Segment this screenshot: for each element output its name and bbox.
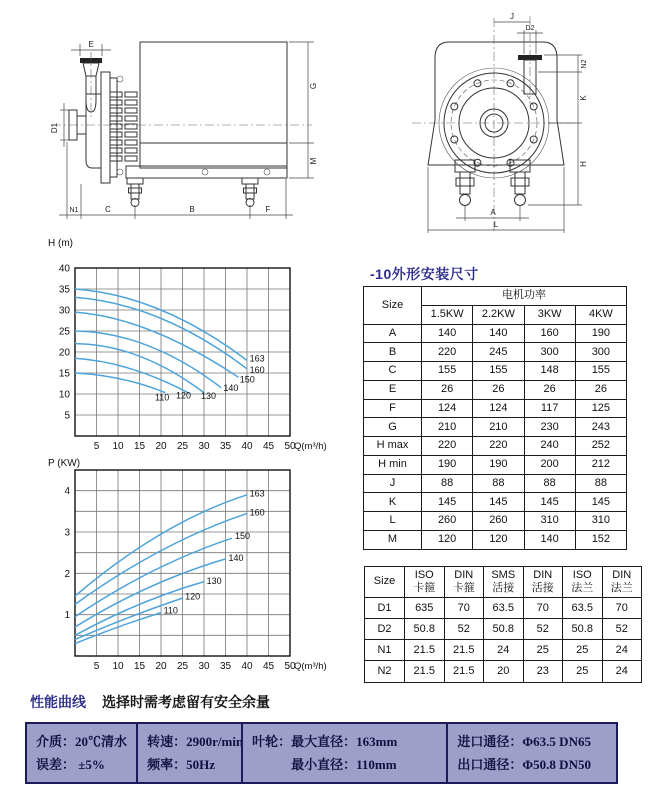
dim-table-row (364, 512, 627, 531)
dim-table-power-col: 2.2KW (473, 305, 524, 324)
x-tick: 10 (112, 441, 124, 452)
conn-table-row (365, 619, 642, 640)
dim-size-cell: B (364, 343, 422, 362)
dim-table-row (364, 437, 627, 456)
dim-value-cell: 26 (524, 380, 575, 399)
x-tick: 35 (219, 661, 232, 672)
y-tick: 40 (58, 263, 70, 275)
x-tick: 25 (176, 441, 189, 452)
conn-value-cell: 70 (444, 597, 484, 618)
dim-table-power-header: 电机功率 (422, 287, 627, 306)
dim-label-n2: N2 (581, 59, 588, 69)
dim-label-d2: D2 (525, 25, 535, 32)
dim-value-cell: 190 (473, 455, 524, 474)
dim-value-cell: 220 (422, 437, 473, 456)
dim-value-cell: 140 (422, 324, 473, 343)
y-tick: 10 (58, 389, 70, 401)
y-tick: 5 (64, 410, 70, 422)
note-line: 频率：50Hz (147, 756, 216, 772)
conn-value-cell: 21.5 (444, 661, 484, 682)
conn-table-body (365, 597, 642, 682)
conn-table-header-cell: DIN 活接 (523, 567, 563, 598)
dim-size-cell: E (364, 380, 422, 399)
power-flow-chart (28, 455, 340, 681)
y-tick: 4 (64, 486, 70, 498)
x-axis-unit-label: Q(m³/h) (294, 661, 327, 672)
conn-table-row (365, 661, 642, 682)
x-tick: 40 (241, 661, 253, 672)
dim-table-row (364, 343, 627, 362)
dim-value-cell: 125 (575, 399, 626, 418)
dim-table-power-col: 3KW (524, 305, 575, 324)
dim-label-l: L (493, 220, 499, 229)
dim-value-cell: 155 (473, 362, 524, 381)
conn-table-header (365, 567, 642, 598)
dim-label-f: F (265, 205, 271, 214)
dim-value-cell: 220 (422, 343, 473, 362)
curve-label-140: 140 (223, 383, 239, 394)
dim-table-power-col: 4KW (575, 305, 626, 324)
dim-value-cell: 155 (422, 362, 473, 381)
dim-table-row (364, 474, 627, 493)
note-cell (446, 724, 616, 782)
curve-label-120: 120 (185, 591, 201, 602)
dim-value-cell: 200 (524, 455, 575, 474)
dim-value-cell: 120 (422, 530, 473, 549)
performance-caption (30, 692, 270, 712)
note-line: 叶轮：最大直径：163mm (252, 734, 398, 749)
dim-size-cell: F (364, 399, 422, 418)
dim-table-body (364, 324, 627, 549)
x-tick: 5 (93, 441, 100, 452)
dim-label-h: H (579, 161, 588, 167)
conn-value-cell: 70 (602, 597, 642, 618)
conn-value-cell: 23 (523, 661, 563, 682)
curve-label-140: 140 (228, 553, 244, 564)
x-tick: 30 (198, 441, 210, 452)
pump-casing (86, 94, 101, 168)
dim-value-cell: 310 (575, 512, 626, 531)
curve-label-163: 163 (249, 353, 265, 364)
note-line: 转速：2900r/min (147, 734, 244, 749)
note-cell (136, 724, 244, 782)
dim-value-cell: 145 (473, 493, 524, 512)
dim-value-cell: 260 (422, 512, 473, 531)
conn-table-header-cell: ISO 卡箍 (405, 567, 445, 598)
x-tick: 20 (155, 441, 167, 452)
conn-value-cell: 52 (602, 619, 642, 640)
curve-label-130: 130 (206, 575, 222, 586)
dim-value-cell: 88 (524, 474, 575, 493)
y-tick: 1 (64, 610, 70, 622)
y-tick: 35 (58, 284, 70, 296)
x-tick: 35 (219, 441, 232, 452)
x-tick: 20 (155, 661, 167, 672)
curve-label-110: 110 (163, 605, 178, 616)
dim-value-cell: 210 (422, 418, 473, 437)
dim-label-c: C (105, 205, 111, 214)
dim-table-row (364, 324, 627, 343)
curve-140 (75, 559, 226, 627)
dim-value-cell: 88 (473, 474, 524, 493)
dim-value-cell: 120 (473, 530, 524, 549)
conn-table-header-cell: DIN 卡箍 (444, 567, 484, 598)
conn-table-header-cell: DIN 法兰 (602, 567, 642, 598)
outlet-ferrule (518, 55, 542, 60)
note-line: 误差： ±5% (36, 756, 105, 772)
curve-label-130: 130 (200, 391, 217, 402)
dim-value-cell: 160 (524, 324, 575, 343)
dim-value-cell: 240 (524, 437, 575, 456)
dim-value-cell: 210 (473, 418, 524, 437)
conn-value-cell: 21.5 (405, 661, 445, 682)
dim-value-cell: 260 (473, 512, 524, 531)
foot-front (127, 178, 143, 207)
x-axis-unit-label: Q(m³/h) (294, 441, 327, 452)
dim-label-a: A (490, 208, 496, 217)
dim-value-cell: 124 (422, 399, 473, 418)
dim-size-cell: J (364, 474, 422, 493)
performance-title: 性能曲线 (30, 696, 86, 711)
dim-value-cell: 145 (524, 493, 575, 512)
y-tick: 15 (58, 368, 70, 380)
foot-rear (242, 178, 258, 207)
dim-value-cell: 117 (524, 399, 575, 418)
conn-size-cell: N1 (365, 640, 405, 661)
dim-label-e: E (88, 40, 94, 49)
dim-value-cell: 155 (575, 362, 626, 381)
conn-value-cell: 63.5 (563, 597, 603, 618)
dim-label-j: J (510, 12, 514, 21)
y-tick: 25 (58, 326, 70, 338)
dim-value-cell: 190 (422, 455, 473, 474)
conn-value-cell: 70 (523, 597, 563, 618)
curve-label-160: 160 (249, 365, 265, 376)
dim-value-cell: 88 (422, 474, 473, 493)
dimension-section-title: -10外形安装尺寸 (370, 266, 479, 282)
dim-value-cell: 243 (575, 418, 626, 437)
curve-120 (75, 598, 183, 639)
dim-value-cell: 26 (473, 380, 524, 399)
dim-value-cell: 124 (473, 399, 524, 418)
dim-size-cell: L (364, 512, 422, 531)
axis-title: H (m) (48, 238, 73, 249)
dim-size-cell: K (364, 493, 422, 512)
conn-value-cell: 635 (405, 597, 445, 618)
dim-table-size-header: Size (364, 287, 422, 325)
conn-value-cell: 24 (602, 661, 642, 682)
note-line: 介质：20℃清水 (36, 734, 128, 749)
dim-table-row (364, 418, 627, 437)
dim-label-m: M (309, 157, 318, 165)
dim-value-cell: 88 (575, 474, 626, 493)
conn-value-cell: 50.8 (405, 619, 445, 640)
x-tick: 15 (133, 661, 146, 672)
x-tick: 50 (284, 661, 296, 672)
conn-table-row (365, 640, 642, 661)
dim-value-cell: 140 (524, 530, 575, 549)
dim-size-cell: M (364, 530, 422, 549)
x-tick: 5 (93, 661, 100, 672)
dim-value-cell: 230 (524, 418, 575, 437)
dim-value-cell: 148 (524, 362, 575, 381)
performance-subtitle: 选择时需考虑留有安全余量 (102, 696, 270, 711)
dim-label-b: B (189, 205, 195, 214)
dim-table-power-col: 1.5KW (422, 305, 473, 324)
conn-value-cell: 20 (484, 661, 524, 682)
conn-value-cell: 25 (563, 661, 603, 682)
curve-label-110: 110 (154, 392, 170, 403)
note-line: 出口通径：Φ50.8 DN50 (457, 756, 591, 772)
dim-value-cell: 140 (473, 324, 524, 343)
dim-value-cell: 252 (575, 437, 626, 456)
x-tick: 50 (284, 441, 296, 452)
dim-value-cell: 245 (473, 343, 524, 362)
operating-conditions-box (25, 722, 618, 784)
pump-side-view-drawing (14, 8, 326, 233)
conn-size-cell: D2 (365, 619, 405, 640)
conn-table-header-cell: ISO 法兰 (563, 567, 603, 598)
conn-value-cell: 63.5 (484, 597, 524, 618)
conn-table-header-cell: SMS 活接 (484, 567, 524, 598)
x-tick: 15 (133, 441, 146, 452)
curve-label-150: 150 (239, 374, 255, 385)
head-flow-chart (28, 232, 340, 456)
x-tick: 45 (262, 441, 275, 452)
pump-front-view-drawing (398, 2, 648, 242)
dim-table-row (364, 399, 627, 418)
note-cell (27, 724, 136, 782)
curve-label-163: 163 (249, 488, 265, 499)
conn-value-cell: 50.8 (563, 619, 603, 640)
dim-value-cell: 310 (524, 512, 575, 531)
dim-size-cell: A (364, 324, 422, 343)
dim-value-cell: 152 (575, 530, 626, 549)
motor-fins (110, 92, 137, 161)
note-line: 最小直径：110mm (291, 756, 397, 772)
dim-label-g: G (309, 82, 318, 90)
x-tick: 25 (176, 661, 189, 672)
conn-value-cell: 52 (444, 619, 484, 640)
dim-value-cell: 190 (575, 324, 626, 343)
dim-size-cell: H min (364, 455, 422, 474)
conn-size-cell: N2 (365, 661, 405, 682)
conn-value-cell: 24 (484, 640, 524, 661)
dim-table-row (364, 493, 627, 512)
dim-size-cell: H max (364, 437, 422, 456)
conn-value-cell: 21.5 (405, 640, 445, 661)
foot-left (455, 160, 475, 206)
connection-dimension-table (364, 566, 642, 683)
dim-value-cell: 145 (575, 493, 626, 512)
dim-value-cell: 26 (422, 380, 473, 399)
conn-value-cell: 52 (523, 619, 563, 640)
dim-table-row (364, 362, 627, 381)
dim-value-cell: 300 (575, 343, 626, 362)
dim-table-row (364, 380, 627, 399)
dim-table-row (364, 455, 627, 474)
axis-title: P (KW) (48, 458, 81, 469)
y-tick: 20 (58, 347, 70, 359)
conn-value-cell: 25 (523, 640, 563, 661)
installation-dimension-table (363, 286, 627, 550)
x-tick: 30 (198, 661, 210, 672)
x-tick: 40 (241, 441, 253, 452)
dim-table-row (364, 530, 627, 549)
dim-size-cell: C (364, 362, 422, 381)
conn-table-row (365, 597, 642, 618)
motor-body (140, 42, 287, 168)
curve-label-150: 150 (234, 531, 250, 542)
y-tick: 2 (64, 568, 70, 580)
y-tick: 30 (58, 305, 70, 317)
x-tick: 45 (262, 661, 275, 672)
curve-150 (75, 312, 238, 377)
conn-size-cell: D1 (365, 597, 405, 618)
dim-value-cell: 26 (575, 380, 626, 399)
curve-label-120: 120 (176, 390, 192, 401)
note-cell (241, 724, 446, 782)
conn-value-cell: 24 (602, 640, 642, 661)
conn-table-header-cell: Size (365, 567, 405, 598)
conn-value-cell: 25 (563, 640, 603, 661)
dim-label-k: K (579, 95, 588, 101)
conn-value-cell: 21.5 (444, 640, 484, 661)
curve-120 (75, 358, 189, 393)
dim-label-n1: N1 (69, 207, 79, 214)
x-tick: 10 (112, 661, 124, 672)
dim-value-cell: 220 (473, 437, 524, 456)
note-line: 进口通径：Φ63.5 DN65 (457, 734, 591, 749)
dim-value-cell: 145 (422, 493, 473, 512)
dim-value-cell: 300 (524, 343, 575, 362)
curve-label-160: 160 (249, 507, 265, 518)
dim-size-cell: G (364, 418, 422, 437)
y-tick: 3 (64, 527, 70, 539)
dim-value-cell: 212 (575, 455, 626, 474)
dim-table-header (364, 287, 627, 325)
dim-label-d1: D1 (50, 122, 59, 134)
conn-value-cell: 50.8 (484, 619, 524, 640)
